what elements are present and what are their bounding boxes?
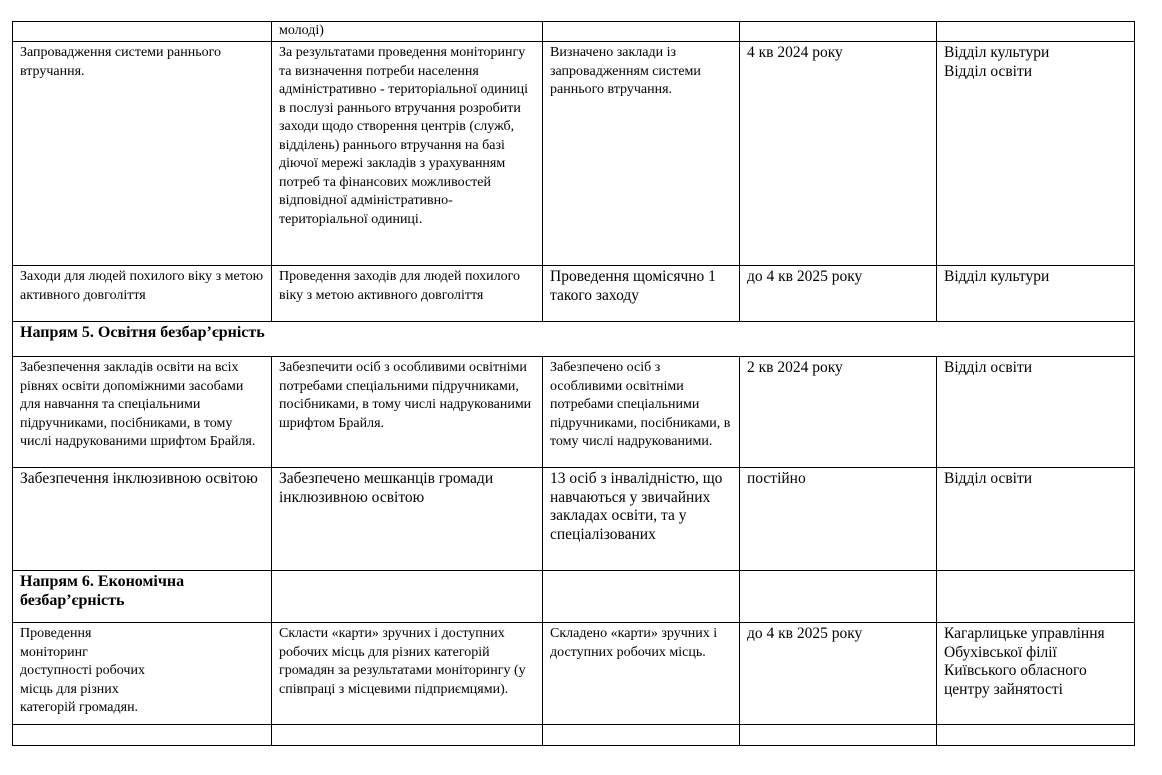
section-heading: Напрям 6. Економічна безбар’єрність: [13, 571, 272, 623]
cell-activity: Забезпечення закладів освіти на всіх рівнях освіти допоміжними засобами для навчання та спеціальними підручниками, посібниками, в тому числі надрукованими шрифтом Брайля.: [13, 357, 272, 468]
table-row: [13, 725, 1135, 746]
cell-activity: [13, 22, 272, 42]
cell-deadline: до 4 кв 2025 року: [740, 266, 937, 322]
cell-task: Забезпечити осіб з особливими освітніми потребами спеціальними підручниками, посібниками, в тому числі надрукованими шрифтом Брайля.: [272, 357, 543, 468]
cell-result: [543, 725, 740, 746]
action-plan-table: [12, 21, 1135, 746]
cell-result: Складено «карти» зручних і доступних робочих місць.: [543, 623, 740, 725]
cell-result: [543, 571, 740, 623]
cell-responsible: Відділ культури: [937, 266, 1135, 322]
cell-result: 13 осіб з інвалідністю, що навчаються у звичайних закладах освіти, та у спеціалізованих: [543, 468, 740, 571]
cell-activity: Заходи для людей похилого віку з метою активного довголіття: [13, 266, 272, 322]
cell-activity: [13, 725, 272, 746]
cell-activity: Проведення моніторинг доступності робочих місць для різних категорій громадян.: [13, 623, 272, 725]
cell-task: молоді): [272, 22, 543, 42]
cell-result: [543, 22, 740, 42]
cell-result: Проведення щомісячно 1 такого заходу: [543, 266, 740, 322]
cell-responsible: Відділ культури Відділ освіти: [937, 42, 1135, 266]
table-row: [13, 266, 1135, 322]
cell-task: За результатами проведення моніторингу та визначення потреби населення адміністративно - територіальної одиниці в послузі раннього втручання розробити заходи щодо створення центрів (служб, відділень) раннього втручання на базі діючої мережі закладів з урахуванням потреб та фінансових можливостей відповідної адміністративно-територіальної одиниці.: [272, 42, 543, 266]
cell-responsible: Відділ освіти: [937, 468, 1135, 571]
cell-deadline: до 4 кв 2025 року: [740, 623, 937, 725]
cell-deadline: [740, 22, 937, 42]
cell-activity: Запровадження системи раннього втручання.: [13, 42, 272, 266]
cell-task: Проведення заходів для людей похилого віку з метою активного довголіття: [272, 266, 543, 322]
cell-activity: Забезпечення інклюзивною освітою: [13, 468, 272, 571]
cell-result: Забезпечено осіб з особливими освітніми потребами спеціальними підручниками, посібниками, в тому числі надрукованими.: [543, 357, 740, 468]
cell-task: Забезпечено мешканців громади інклюзивною освітою: [272, 468, 543, 571]
table-row: [13, 357, 1135, 468]
cell-result: Визначено заклади із запровадженням системи раннього втручання.: [543, 42, 740, 266]
section-row: [13, 571, 1135, 623]
cell-task: [272, 571, 543, 623]
cell-responsible: Відділ освіти: [937, 357, 1135, 468]
cell-responsible: [937, 725, 1135, 746]
cell-deadline: [740, 725, 937, 746]
table-row: [13, 468, 1135, 571]
cell-task: [272, 725, 543, 746]
table-row: [13, 22, 1135, 42]
cell-responsible: [937, 22, 1135, 42]
cell-responsible: [937, 571, 1135, 623]
cell-task: Скласти «карти» зручних і доступних робочих місць для різних категорій громадян за результатами моніторингу (у співпраці з місцевими підприємцями).: [272, 623, 543, 725]
cell-deadline: постійно: [740, 468, 937, 571]
section-heading: Напрям 5. Освітня безбар’єрність: [13, 322, 1135, 357]
cell-deadline: 4 кв 2024 року: [740, 42, 937, 266]
cell-deadline: [740, 571, 937, 623]
table-row: [13, 623, 1135, 725]
cell-responsible: Кагарлицьке управління Обухівської філії Київського обласного центру зайнятості: [937, 623, 1135, 725]
table-row: [13, 42, 1135, 266]
section-row: [13, 322, 1135, 357]
cell-deadline: 2 кв 2024 року: [740, 357, 937, 468]
